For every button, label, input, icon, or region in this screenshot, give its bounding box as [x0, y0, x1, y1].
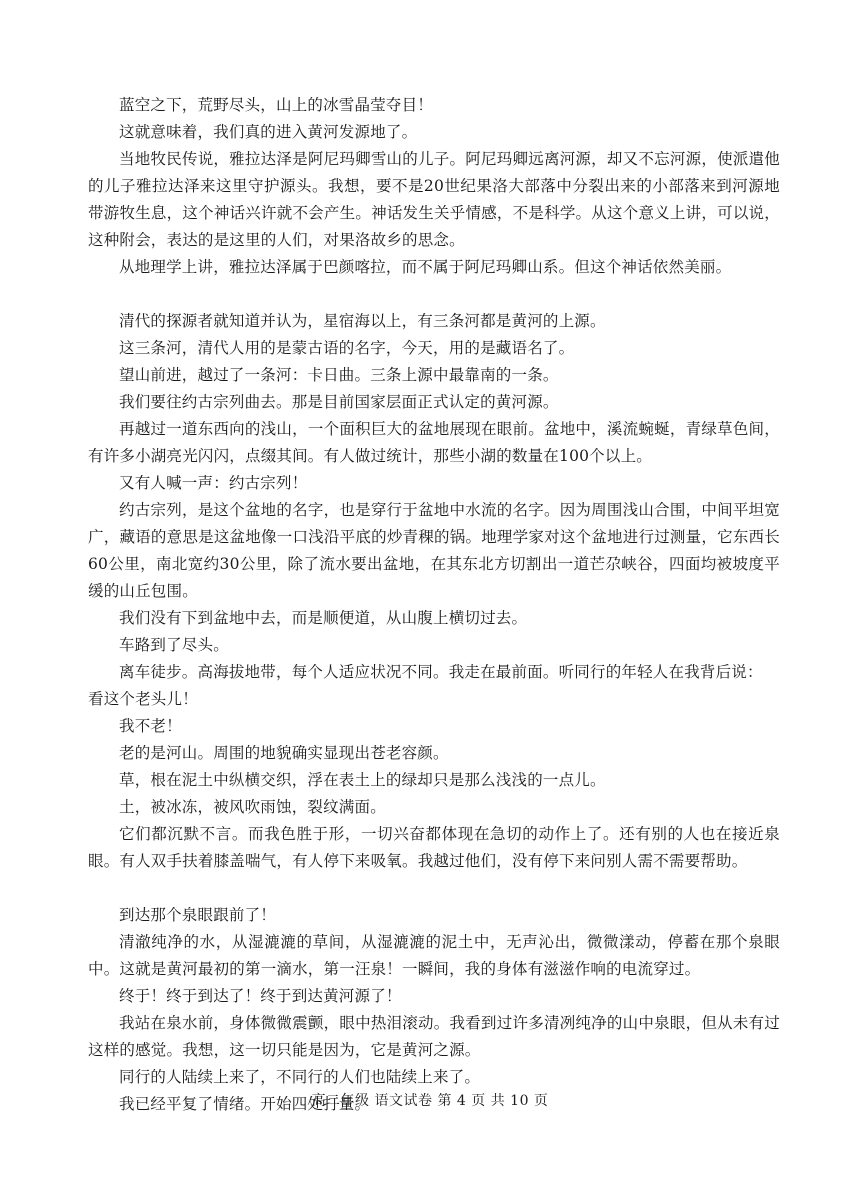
paragraph: 老的是河山。周围的地貌确实显现出苍老容颜。 [119, 744, 449, 762]
paragraph: 离车徒步。高海拔地带，每个人适应状况不同。我走在最前面。听同行的年轻人在我背后说： [119, 663, 763, 681]
paragraph: 草，根在泥土中纵横交织，浮在表土上的绿却只是那么浅浅的一点儿。 [119, 771, 606, 789]
paragraph: 我已经平复了情绪。开始四处打量。 [119, 1095, 371, 1113]
paragraph: 土，被冰冻，被风吹雨蚀，裂纹满面。 [119, 798, 386, 816]
section-break [88, 875, 780, 902]
paragraph: 清澈纯净的水，从湿漉漉的草间，从湿漉漉的泥土中，无声沁出，微微漾动，停蓄在那个泉眼中。这就是黄河最初的第一滴水，第一汪泉！一瞬间，我的身体有滋滋作响的电流穿过。 [88, 933, 780, 978]
paragraph: 蓝空之下，荒野尽头，山上的冰雪晶莹夺目！ [119, 96, 434, 114]
paragraph: 我们没有下到盆地中去，而是顺便道，从山腹上横切过去。 [119, 609, 528, 627]
paragraph: 约古宗列，是这个盆地的名字，也是穿行于盆地中水流的名字。因为周围浅山合围，中间平坦宽广，藏语的意思是这盆地像一口浅沿平底的炒青稞的锅。地理学家对这个盆地进行过测量，它东西长60公里，南北宽约30公里，除了流水要出盆地，在其东北方切割出一道芒尕峡谷，四面均被坡度平缓的山丘包围。 [88, 501, 780, 600]
paragraph: 到达那个泉眼跟前了！ [119, 906, 277, 924]
paragraph: 我站在泉水前，身体微微震颤，眼中热泪滚动。我看到过许多清冽纯净的山中泉眼，但从未有过这样的感觉。我想，这一切只能是因为，它是黄河之源。 [88, 1014, 780, 1059]
paragraph: 清代的探源者就知道并认为，星宿海以上，有三条河都是黄河的上源。 [119, 312, 606, 330]
paragraph: 我不老！ [119, 717, 182, 735]
paragraph: 这就意味着，我们真的进入黄河发源地了。 [119, 123, 418, 141]
page-footer: 高二年级 语文试卷 第 4 页 共 10 页 [311, 1093, 549, 1109]
paragraph: 同行的人陆续上来了，不同行的人们也陆续上来了。 [119, 1068, 481, 1086]
paragraph: 从地理学上讲，雅拉达泽属于巴颜喀拉，而不属于阿尼玛卿山系。但这个神话依然美丽。 [119, 258, 732, 276]
paragraph: 我们要往约古宗列曲去。那是目前国家层面正式认定的黄河源。 [119, 393, 559, 411]
paragraph: 又有人喊一声：约古宗列！ [119, 474, 308, 492]
paragraph: 当地牧民传说，雅拉达泽是阿尼玛卿雪山的儿子。阿尼玛卿远离河源，却又不忘河源，使派遣他的儿子雅拉达泽来这里守护源头。我想，要不是20世纪果洛大部落中分裂出来的小部落来到河源地带游牧生息，这个神话兴许就不会产生。神话发生关乎情感，不是科学。从这个意义上讲，可以说，这种附会，表达的是这里的人们，对果洛故乡的思念。 [88, 150, 780, 249]
paragraph: 车路到了尽头。 [119, 636, 229, 654]
paragraph: 望山前进，越过了一条河：卡日曲。三条上源中最靠南的一条。 [119, 366, 559, 384]
article-body [88, 92, 780, 1118]
paragraph: 这三条河，清代人用的是蒙古语的名字，今天，用的是藏语名了。 [119, 339, 575, 357]
paragraph: 终于！终于到达了！终于到达黄河源了！ [119, 987, 402, 1005]
section-break [88, 281, 780, 308]
paragraph-continuation: 看这个老头儿！ [88, 690, 198, 708]
paragraph: 它们都沉默不言。而我色胜于形，一切兴奋都体现在急切的动作上了。还有别的人也在接近泉眼。有人双手扶着膝盖喘气，有人停下来吸氧。我越过他们，没有停下来问别人需不需要帮助。 [88, 825, 780, 870]
paragraph: 再越过一道东西向的浅山，一个面积巨大的盆地展现在眼前。盆地中，溪流蜿蜒，青绿草色间，有许多小湖亮光闪闪，点缀其间。有人做过统计，那些小湖的数量在100个以上。 [88, 420, 780, 465]
